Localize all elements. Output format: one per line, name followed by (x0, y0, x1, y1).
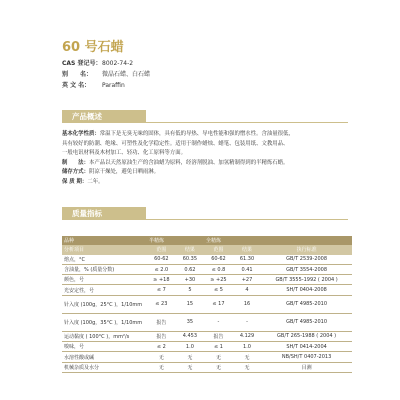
cell-range-semi: 60-62 (147, 255, 176, 265)
cell-result-full: - (233, 313, 261, 331)
table-header-row (62, 236, 352, 245)
cell-result-full: 4 (233, 285, 261, 295)
cell-range-full: ≤ 0.8 (204, 264, 233, 274)
cell-result-semi: 35 (176, 313, 204, 331)
cell-range-full: ≤ 17 (204, 295, 233, 313)
overview-paragraph-shelf-life (62, 178, 352, 188)
spec-table (62, 236, 352, 373)
section-divider (62, 122, 348, 123)
info-value: 微晶石蜡、白石蜡 (102, 71, 151, 78)
info-value: 8002-74-2 (102, 60, 134, 67)
cell-range-semi: 报告 (147, 313, 176, 331)
cell-result-full: 无 (233, 352, 261, 362)
cell-range-full: 无 (204, 352, 233, 362)
cell-result-semi: 0.62 (176, 264, 204, 274)
overview-value: 一般电讯材料及木材加工、轻功、化工原料等方面。 (62, 150, 186, 156)
cell-range-semi: ≥ +18 (147, 275, 176, 285)
cell-range-full: ≤ 5 (204, 285, 233, 295)
overview-value: 具有较好的防潮、绝缘、可塑性及化学稳定性。适用于制作蜡烛、蜡笔、包装用纸、文教用品、 (62, 140, 289, 147)
header-cell: 品种 (62, 236, 147, 245)
cell-item: 针入度 (100g，25°C )，1/10mm (62, 295, 147, 313)
cell-range-semi: ≤ 7 (147, 285, 176, 295)
header-cell: 半精炼 (147, 236, 176, 245)
cell-range-full: - (204, 313, 233, 331)
table-row (62, 264, 352, 274)
cell-item: 含油量，% (质量分数) (62, 264, 147, 274)
cell-range-semi: ≤ 23 (147, 295, 176, 313)
table-row (62, 313, 352, 331)
header-cell: 全精炼 (204, 236, 233, 245)
overview-value: 阴凉干燥处，避免日晒雨淋。 (88, 169, 160, 175)
overview-paragraph-method (62, 159, 352, 169)
header-cell (261, 236, 352, 245)
cell-result-full: 16 (233, 295, 261, 313)
cell-item: 嗅味，号 (62, 342, 147, 352)
cell-standard: GB/T 4985-2010 (261, 295, 352, 313)
cell-result-full: 0.41 (233, 264, 261, 274)
overview-paragraph-storage (62, 168, 352, 178)
cell-result-semi: 15 (176, 295, 204, 313)
cell-standard: SH/T 0414-2004 (261, 342, 352, 352)
info-row-english-name (62, 80, 150, 91)
info-label: CAS 登记号： (62, 60, 102, 67)
cell-result-semi: 5 (176, 285, 204, 295)
cell-result-full: 61.30 (233, 255, 261, 265)
info-label: 别 名： (62, 71, 93, 78)
cell-result-semi: 1.0 (176, 342, 204, 352)
info-row-cas (62, 58, 150, 69)
section-divider (62, 219, 348, 220)
cell-result-semi: 60.35 (176, 255, 204, 265)
cell-item: 针入度 (100g，35°C )，1/10mm (62, 313, 147, 331)
table-row (62, 362, 352, 372)
table-row (62, 285, 352, 295)
table-row (62, 295, 352, 313)
header-cell (233, 236, 261, 245)
cell-item: 水溶性酸或碱 (62, 352, 147, 362)
cell-range-semi: ≤ 2.0 (147, 264, 176, 274)
overview-value: 二年。 (87, 178, 104, 185)
info-label: 英 文 名： (62, 82, 91, 89)
header-cell: 结果 (233, 245, 261, 254)
cell-range-full: ≤ 1 (204, 342, 233, 352)
overview-paragraph-chemical (62, 130, 352, 159)
cell-result-full: +27 (233, 275, 261, 285)
cell-range-full: 60-62 (204, 255, 233, 265)
cell-standard: GB/T 3555-1992 ( 2004 ) (261, 275, 352, 285)
cell-range-full: 报告 (204, 331, 233, 341)
cell-result-semi: 4.453 (176, 331, 204, 341)
cell-standard: SH/T 0404-2008 (261, 285, 352, 295)
cell-standard: GB/T 4985-2010 (261, 313, 352, 331)
cell-item: 颜色，号 (62, 275, 147, 285)
table-row (62, 275, 352, 285)
overview-label: 储存方式： (62, 169, 89, 175)
header-cell: 分析项目 (62, 245, 147, 254)
cell-standard: GB/T 3554-2008 (261, 264, 352, 274)
table-row (62, 331, 352, 341)
cell-standard: GB/T 2539-2008 (261, 255, 352, 265)
cell-result-semi: +30 (176, 275, 204, 285)
info-row-alias (62, 69, 150, 80)
header-cell: 范围 (147, 245, 176, 254)
header-cell (176, 236, 204, 245)
overview-value: 本产品以天然原油生产的含油蜡为原料，经溶剂脱油、加氢精制得到的半精炼石蜡。 (88, 159, 289, 166)
overview-label: 制 法： (62, 159, 89, 166)
cell-item: 熔点，°C (62, 255, 147, 265)
product-info (62, 58, 150, 91)
cell-result-semi: 无 (176, 362, 204, 372)
header-cell: 范围 (204, 245, 233, 254)
cell-standard: NB/SH/T 0407-2013 (261, 352, 352, 362)
overview-value: 常温下是无臭无味的固体，具有低的导热、导电性能和强的憎水性。含油量很低， (99, 131, 294, 137)
cell-result-full: 4.129 (233, 331, 261, 341)
cell-range-full: 无 (204, 362, 233, 372)
spec-table-body (62, 255, 352, 373)
cell-item: 运动黏度 ( 100°C )，mm²/s (62, 331, 147, 341)
section-title: 质量指标 (72, 209, 102, 218)
cell-item: 光安定性，号 (62, 285, 147, 295)
section-title: 产品概述 (72, 112, 102, 121)
header-cell: 执行标准 (261, 245, 352, 254)
cell-standard: GB/T 265-1988 ( 2004 ) (261, 331, 352, 341)
cell-standard: 目测 (261, 362, 352, 372)
cell-range-full: ≥ +25 (204, 275, 233, 285)
table-row (62, 255, 352, 265)
page-title: 60 号石蜡 (62, 40, 124, 55)
cell-range-semi: 无 (147, 362, 176, 372)
overview-label: 保 质 期： (62, 178, 88, 185)
info-value: Paraffin (102, 82, 125, 89)
cell-result-full: 无 (233, 362, 261, 372)
header-cell: 结果 (176, 245, 204, 254)
table-subheader-row (62, 245, 352, 254)
cell-range-semi: 无 (147, 352, 176, 362)
table-row (62, 342, 352, 352)
cell-range-semi: ≤ 2 (147, 342, 176, 352)
overview-label: 基本化学性质： (62, 131, 100, 137)
overview-text (62, 130, 352, 187)
cell-item: 机械杂质及水分 (62, 362, 147, 372)
cell-range-semi: 报告 (147, 331, 176, 341)
cell-result-full: 1.0 (233, 342, 261, 352)
table-row (62, 352, 352, 362)
cell-result-semi: 无 (176, 352, 204, 362)
